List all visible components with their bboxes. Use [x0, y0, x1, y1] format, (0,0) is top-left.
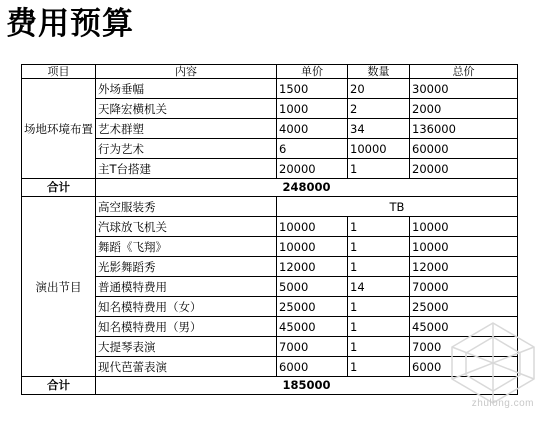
item-cell: 高空服装秀: [96, 197, 277, 217]
unit-price-cell: 12000: [277, 257, 348, 277]
unit-price-cell: 25000: [277, 297, 348, 317]
total-price-cell: 7000: [410, 337, 518, 357]
item-cell: 天降宏横机关: [96, 99, 277, 119]
section-venue: [22, 79, 518, 197]
table-row: [22, 99, 518, 119]
table-row: [22, 297, 518, 317]
table-row: [22, 197, 518, 217]
table-row: [22, 139, 518, 159]
total-price-cell: 25000: [410, 297, 518, 317]
item-cell: 外场垂幅: [96, 79, 277, 99]
total-price-cell: 45000: [410, 317, 518, 337]
page-title: 费用预算: [6, 6, 134, 42]
total-price-cell: 2000: [410, 99, 518, 119]
table-row: [22, 159, 518, 179]
total-value: 248000: [96, 179, 518, 197]
unit-price-cell: 10000: [277, 217, 348, 237]
item-cell: 知名模特费用（男）: [96, 317, 277, 337]
item-cell: 普通模特费用: [96, 277, 277, 297]
total-price-cell: 20000: [410, 159, 518, 179]
table-row: [22, 277, 518, 297]
category-cell: 演出节目: [22, 197, 96, 377]
quantity-cell: 1: [348, 357, 410, 377]
table-row: [22, 119, 518, 139]
quantity-cell: 34: [348, 119, 410, 139]
unit-price-cell: 10000: [277, 237, 348, 257]
unit-price-cell: 6000: [277, 357, 348, 377]
unit-price-cell: 45000: [277, 317, 348, 337]
unit-price-cell: 1000: [277, 99, 348, 119]
total-label: 合计: [22, 179, 96, 197]
total-price-cell: 10000: [410, 217, 518, 237]
total-price-cell: 136000: [410, 119, 518, 139]
header-unit-price: 单价: [277, 65, 348, 79]
table-row: [22, 257, 518, 277]
quantity-cell: 1: [348, 297, 410, 317]
total-label: 合计: [22, 377, 96, 395]
total-price-cell: 70000: [410, 277, 518, 297]
table-row: [22, 79, 518, 99]
item-cell: 汽球放飞机关: [96, 217, 277, 237]
total-price-cell: 30000: [410, 79, 518, 99]
table-row: [22, 217, 518, 237]
unit-price-cell: 7000: [277, 337, 348, 357]
item-cell: 光影舞蹈秀: [96, 257, 277, 277]
quantity-cell: 20: [348, 79, 410, 99]
unit-price-cell: 5000: [277, 277, 348, 297]
header-quantity: 数量: [348, 65, 410, 79]
quantity-cell: 1: [348, 237, 410, 257]
item-cell: 艺术群塑: [96, 119, 277, 139]
total-row: [22, 179, 518, 197]
total-value: 185000: [96, 377, 518, 395]
merged-note-cell: TB: [277, 197, 518, 217]
quantity-cell: 1: [348, 159, 410, 179]
unit-price-cell: 4000: [277, 119, 348, 139]
item-cell: 主T台搭建: [96, 159, 277, 179]
table-header-row: [22, 65, 518, 79]
total-price-cell: 6000: [410, 357, 518, 377]
item-cell: 知名模特费用（女）: [96, 297, 277, 317]
quantity-cell: 1: [348, 257, 410, 277]
quantity-cell: 10000: [348, 139, 410, 159]
quantity-cell: 2: [348, 99, 410, 119]
header-total-price: 总价: [410, 65, 518, 79]
total-price-cell: 10000: [410, 237, 518, 257]
quantity-cell: 1: [348, 317, 410, 337]
total-price-cell: 12000: [410, 257, 518, 277]
watermark-logo: [438, 317, 548, 409]
header-item: 项目: [22, 65, 96, 79]
unit-price-cell: 6: [277, 139, 348, 159]
unit-price-cell: 1500: [277, 79, 348, 99]
unit-price-cell: 20000: [277, 159, 348, 179]
category-cell: 场地环境布置: [22, 79, 96, 179]
item-cell: 现代芭蕾表演: [96, 357, 277, 377]
table-row: [22, 237, 518, 257]
item-cell: 舞蹈《飞翔》: [96, 237, 277, 257]
item-cell: 大提琴表演: [96, 337, 277, 357]
quantity-cell: 1: [348, 217, 410, 237]
total-price-cell: 60000: [410, 139, 518, 159]
quantity-cell: 14: [348, 277, 410, 297]
watermark-text: zhulong.com: [471, 398, 534, 409]
item-cell: 行为艺术: [96, 139, 277, 159]
header-content: 内容: [96, 65, 277, 79]
quantity-cell: 1: [348, 337, 410, 357]
